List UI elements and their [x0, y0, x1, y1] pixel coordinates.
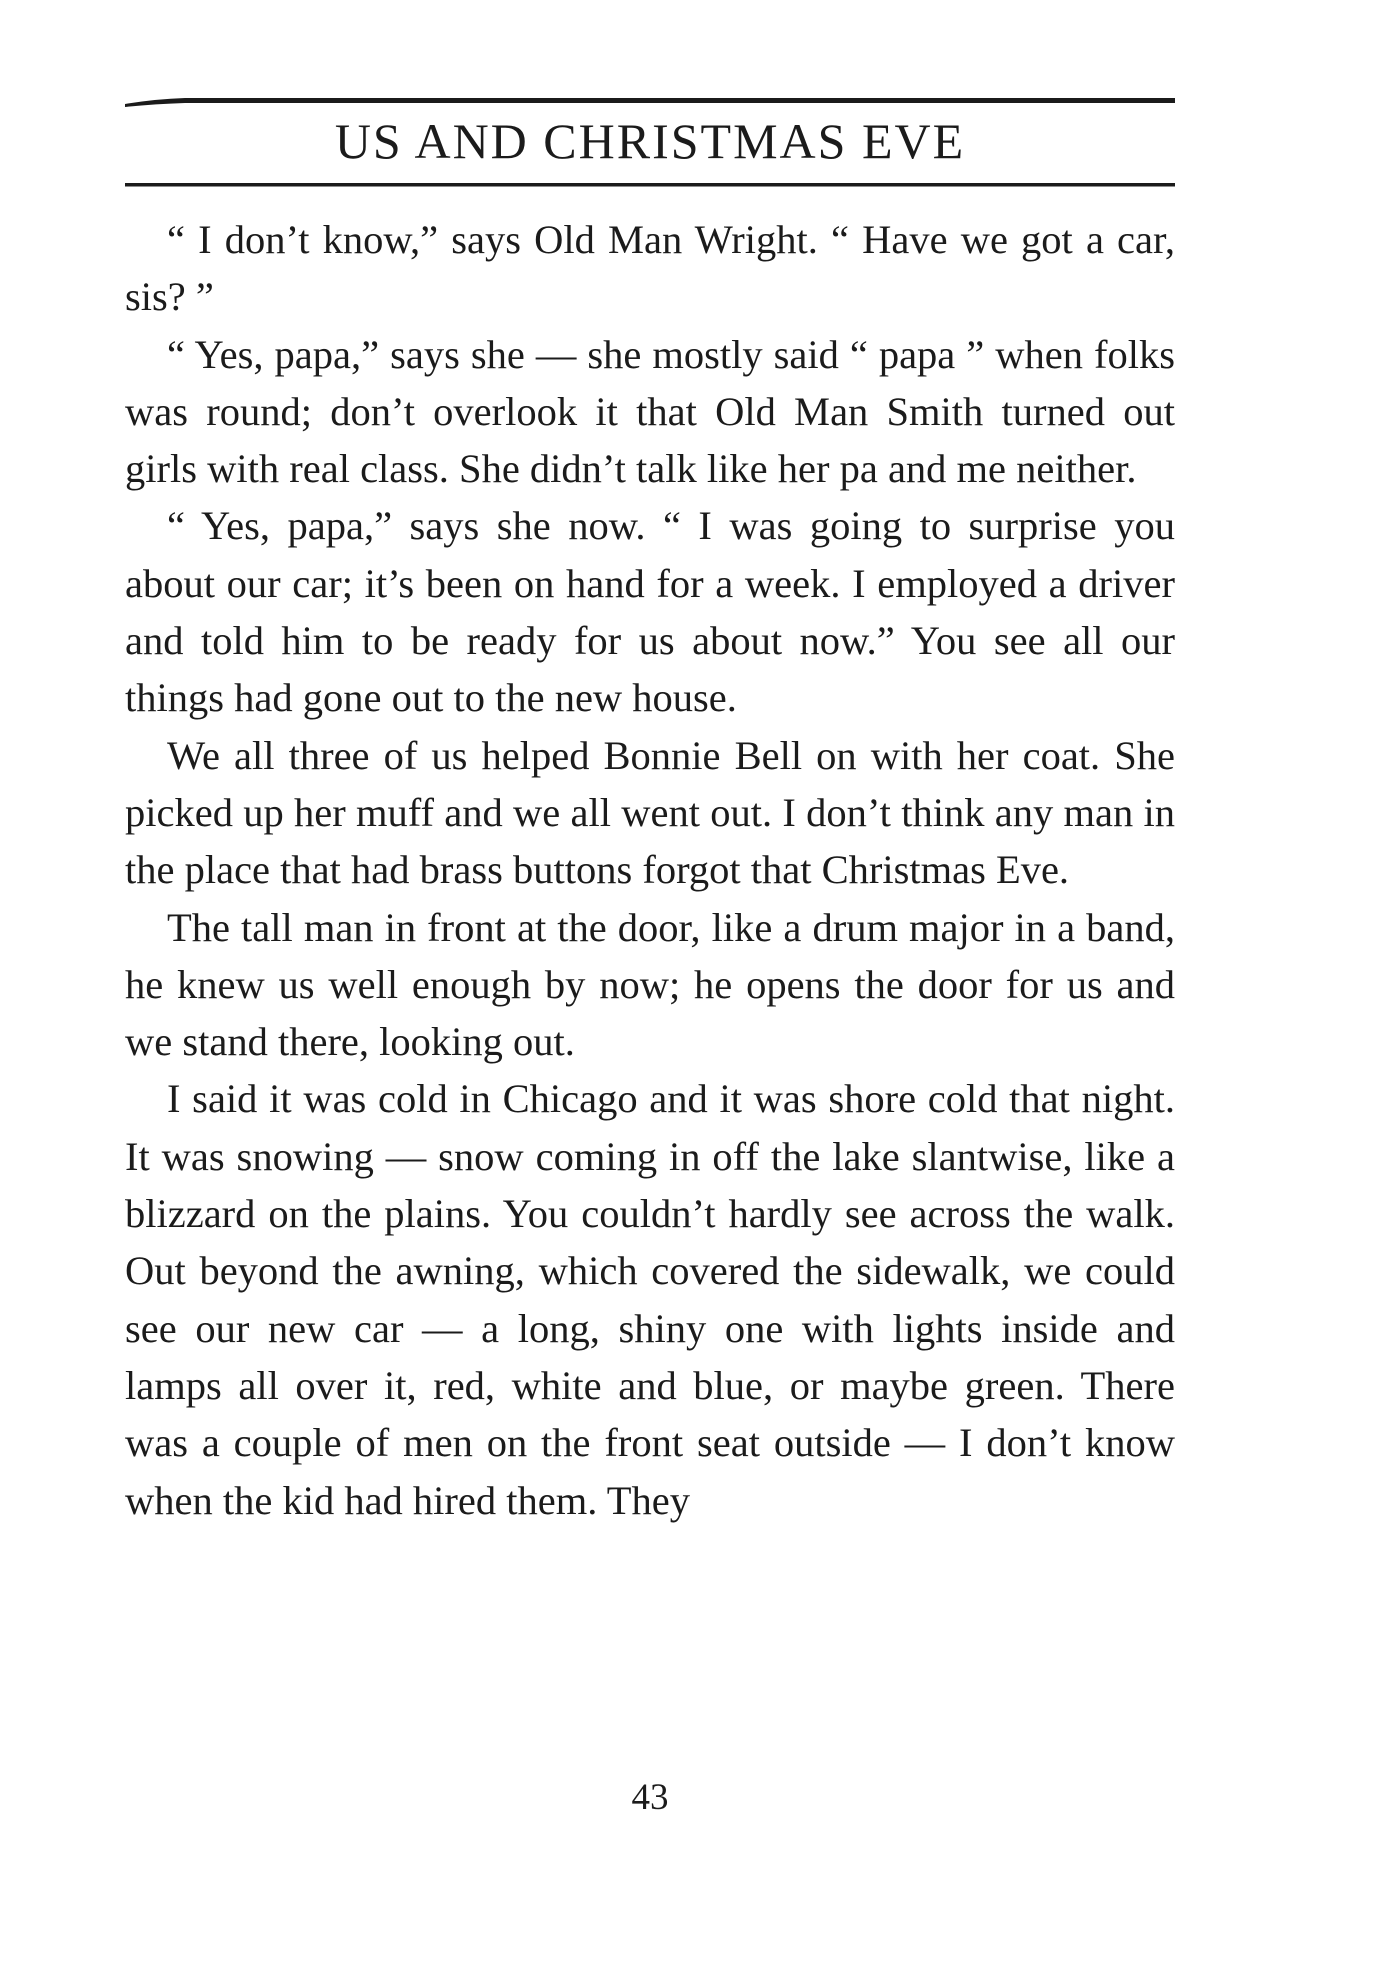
running-head: US AND CHRISTMAS EVE	[334, 113, 966, 169]
paragraph: “ Yes, papa,” says she now. “ I was going to surprise you about our car; it’s been on hand for a week. I employed a driver and told him to be ready for us about now.” You see all our things had gone out to the new house.	[125, 503, 1175, 721]
paragraph: We all three of us helped Bonnie Bell on with her coat. She picked up her muff and we all went out. I don’t think any man in the place that had brass buttons forgot that Christmas Eve.	[125, 732, 1175, 893]
page-number: 43	[631, 1777, 669, 1818]
paragraph: The tall man in front at the door, like a drum major in a band, he knew us well enough by now; he opens the door for us and we stand there, looking out.	[125, 904, 1175, 1065]
header-rule-top	[125, 95, 1175, 111]
paragraph: “ I don’t know,” says Old Man Wright. “ Have we got a car, sis? ”	[125, 217, 1175, 320]
paragraph: “ Yes, papa,” says she — she mostly said “ papa ” when folks was round; don’t overlook it that Old Man Smith turned out girls with real class. She didn’t talk like her pa and me neither.	[125, 331, 1175, 492]
body-text	[125, 211, 1175, 1529]
header-rule-bottom	[125, 180, 1175, 192]
paragraph: I said it was cold in Chicago and it was shore cold that night. It was snowing — snow coming in off the lake slantwise, like a blizzard on the plains. You couldn’t hardly see across the walk. Out beyond the awning, which covered the sidewalk, we could see our new car — a long, shiny one with lights inside and lamps all over it, red, white and blue, or maybe green. There was a couple of men on the front seat outside — I don’t know when the kid had hired them. They	[125, 1076, 1175, 1523]
